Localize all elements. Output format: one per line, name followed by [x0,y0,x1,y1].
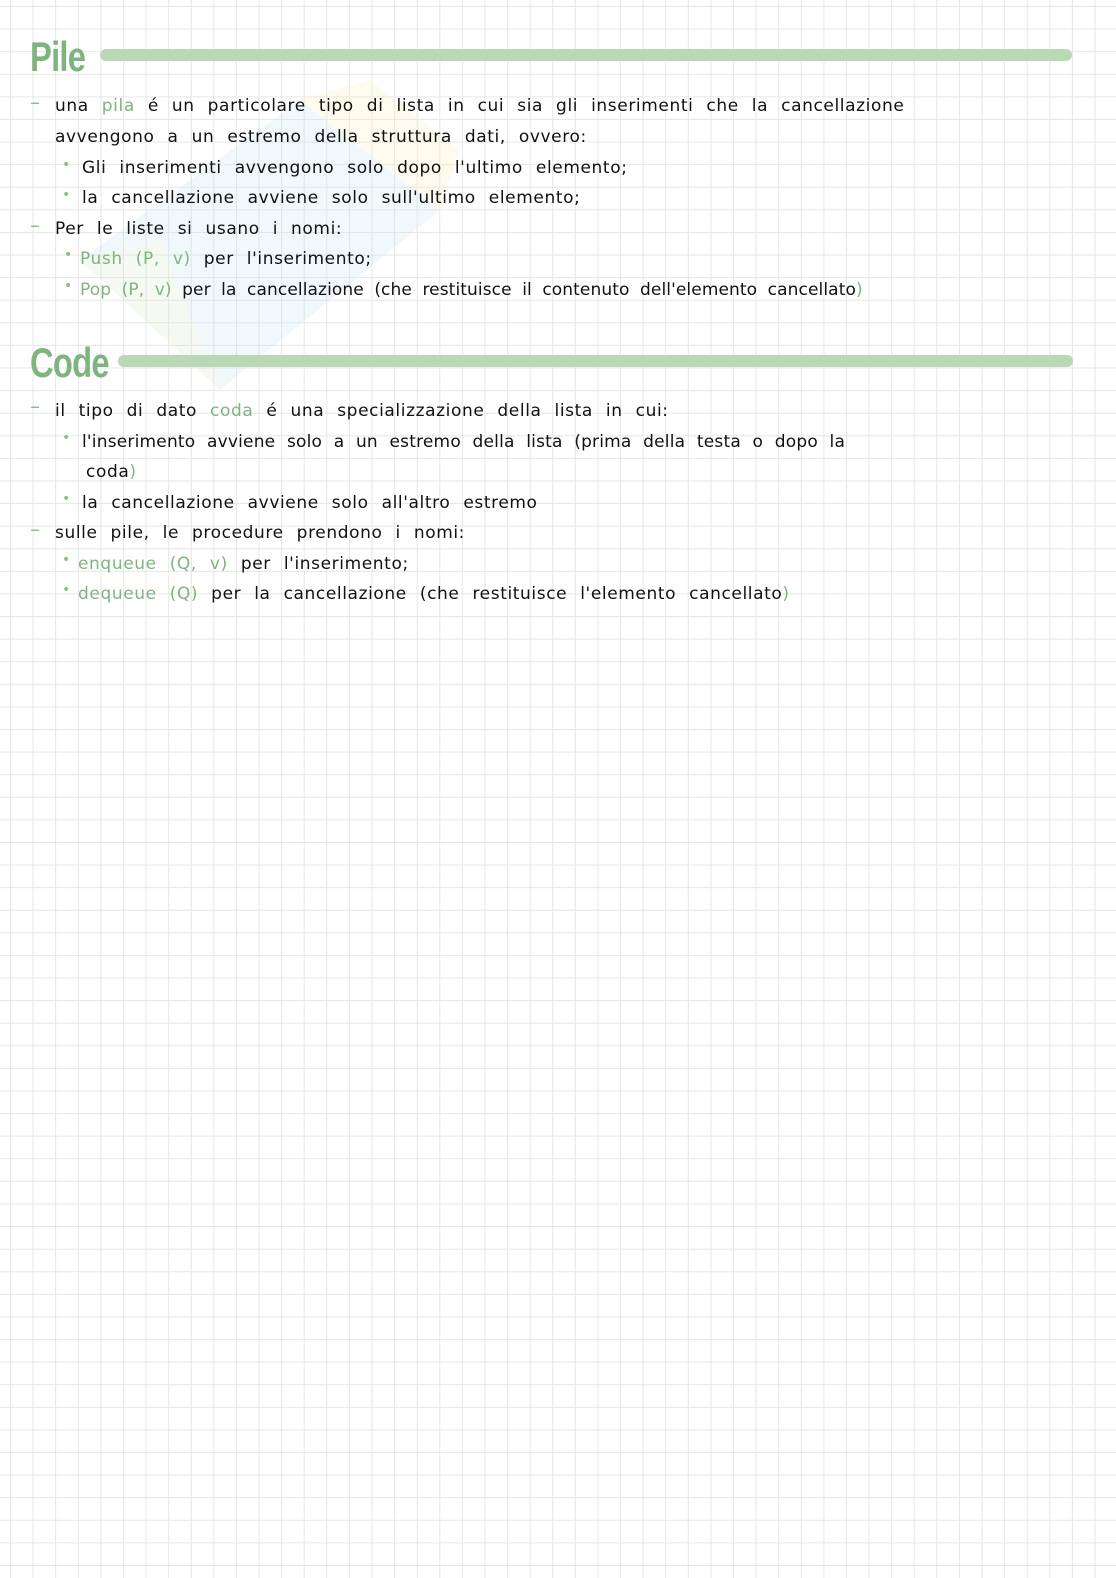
pile-bullet-2: la cancellazione avviene solo sull'ultimo elemento; [82,188,581,208]
pile-bullet-1: Gli inserimenti avvengono solo dopo l'ultimo elemento; [82,158,628,178]
pile-pop-line [80,282,863,299]
bullet-dot: • [64,278,73,294]
dequeue-signature: dequeue (Q) [78,584,199,604]
bullet-dot: • [64,247,73,263]
code-definition-line [55,403,669,420]
code-bullet-1-line-1: l'inserimento avviene solo a un estremo della lista (prima della testa o dopo la [82,432,846,452]
pile-def-keyword: pila [101,96,135,116]
heading-pile-text: Pile [30,33,86,80]
push-signature: Push (P, v) [80,249,191,269]
bullet-dot: • [62,430,71,446]
bullet-dot: • [62,582,71,598]
dash-marker: – [30,213,40,237]
code-bullet-2: la cancellazione avviene solo all'altro estremo [82,493,538,513]
dequeue-line [78,586,790,603]
code-names-line: sulle pile, le procedure prendono i nomi: [55,523,466,543]
code-bullet-1-tail: coda [86,462,130,482]
enqueue-line [78,556,409,573]
code-def-keyword: coda [210,401,254,421]
heading-code [30,339,109,386]
pile-push-line [80,251,372,268]
push-description: per l'inserimento; [190,249,372,269]
enqueue-description: per l'inserimento; [227,554,409,574]
bullet-dot: • [62,157,71,173]
bullet-dot: • [62,491,71,507]
pile-def-part-0: una [55,96,102,116]
code-def-part-2: é una specializzazione della lista in cui: [253,401,669,421]
pile-definition-line-1 [55,98,904,115]
heading-pile-bar [100,49,1072,61]
dash-marker: – [30,90,40,114]
dash-marker: – [30,517,40,541]
heading-code-text: Code [30,339,109,386]
pop-close-paren: ) [855,280,863,300]
pop-description: per la cancellazione (che restituisce il contenuto dell'elemento cancellato [171,280,856,300]
bullet-dot: • [62,552,71,568]
bullet-dot: • [62,187,71,203]
code-bullet-1-close: ) [129,462,137,482]
pile-names-line: Per le liste si usano i nomi: [55,219,343,239]
enqueue-signature: enqueue (Q, v) [78,554,228,574]
heading-code-bar [118,355,1073,367]
heading-pile [30,33,86,80]
dequeue-close-paren: ) [782,584,790,604]
pile-def-part-2: é un particolare tipo di lista in cui sia gli inserimenti che la cancellazione [134,96,905,116]
code-def-part-0: il tipo di dato [55,401,211,421]
pile-definition-line-2: avvengono a un estremo della struttura dati, ovvero: [55,127,587,147]
dash-marker: – [30,394,40,418]
pop-signature: Pop (P, v) [80,280,172,300]
code-bullet-1-line-2 [86,464,137,481]
dequeue-description: per la cancellazione (che restituisce l'elemento cancellato [198,584,783,604]
